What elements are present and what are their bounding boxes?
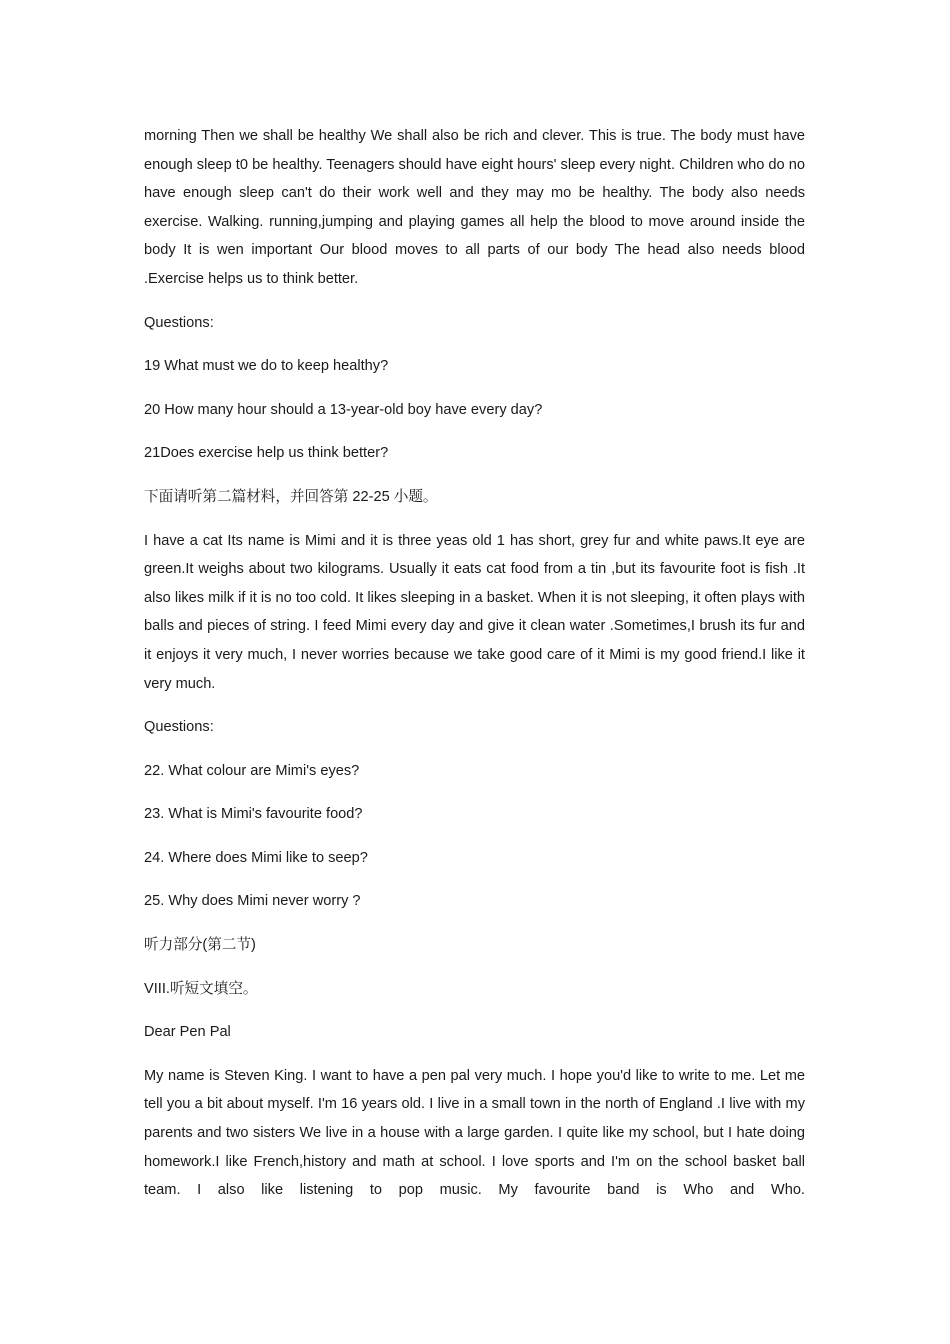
listening-part-heading: 听力部分(第二节) [144, 937, 256, 954]
passage-2-text: I have a cat Its name is Mimi and it is three yeas old 1 has short, grey fur and white paws.It eye are green.It weighs about two kilograms. Usually it eats cat food from a tin ,but its favourite foot is fish .It also likes milk if it is no too cold. It likes sleeping in a basket. When it is not sleeping, it often plays with balls and pieces of string. I feed Mimi every day and give it clean water .Sometimes,I brush its fur and it enjoys it very much, I never worries because we take good care of it Mimi is my good friend.I like it very much. [144, 532, 805, 692]
question-21: 21Does exercise help us think better? [144, 445, 389, 462]
question-19: 19 What must we do to keep healthy? [144, 358, 389, 375]
document-page [144, 122, 805, 1220]
passage-1-questions-label: Questions: [144, 314, 214, 331]
question-25: 25. Why does Mimi never worry ? [144, 893, 361, 910]
question-20: 20 How many hour should a 13-year-old boy have every day? [144, 401, 543, 418]
section-8-heading: VIII.听短文填空。 [144, 980, 258, 997]
section-2-heading: 下面请听第二篇材料，并回答第 22-25 小题。 [144, 488, 438, 505]
letter-body: My name is Steven King. I want to have a pen pal very much. I hope you'd like to write to me. Let me tell you a bit about myself. I'm 16 years old. I live in a small town in the north of England .I live with my parents and two sisters We live in a house with a large garden. I quite like my school, but I hate doing homework.I like French,history and math at school. I love sports and I'm on the school basket ball team. I also like listening to pop music. My favourite band is Who and Who. [144, 1067, 805, 1199]
question-22: 22. What colour are Mimi's eyes? [144, 762, 360, 779]
letter-salutation: Dear Pen Pal [144, 1024, 231, 1041]
question-23: 23. What is Mimi's favourite food? [144, 806, 363, 823]
question-24: 24. Where does Mimi like to seep? [144, 849, 368, 866]
passage-2-questions-label: Questions: [144, 719, 214, 736]
passage-1-text: morning Then we shall be healthy We shall also be rich and clever. This is true. The body must have enough sleep t0 be healthy. Teenagers should have eight hours' sleep every night. Children who do no have enough sleep can't do their work well and they may mo be healthy. The body also needs exercise. Walking. running,jumping and playing games all help the blood to move around inside the body It is wen important Our blood moves to all parts of our body The head also needs blood .Exercise helps us to think better. [144, 128, 805, 287]
